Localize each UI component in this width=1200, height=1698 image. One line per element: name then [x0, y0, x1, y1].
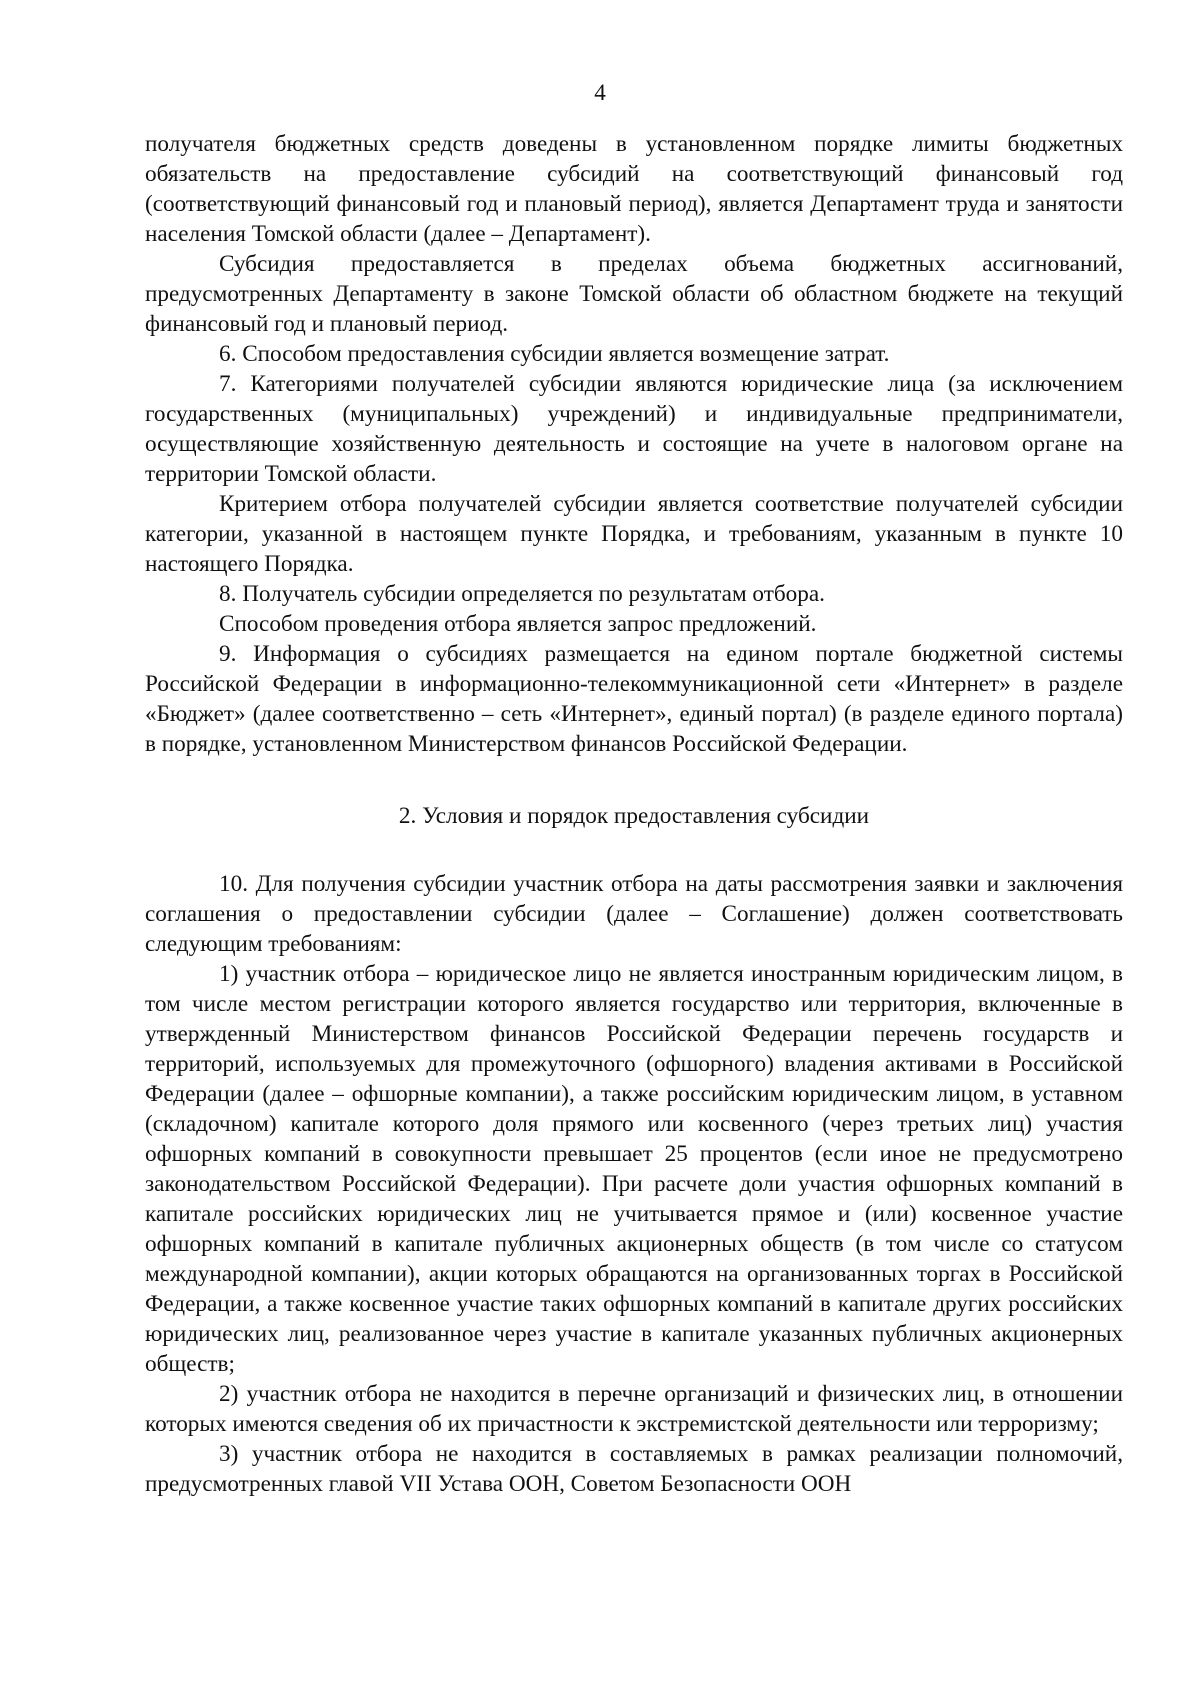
- paragraph-item-9: 9. Информация о субсидиях размещается на едином портале бюджетной системы Российской Федерации в информационно-телекоммуникационной сети «Интернет» в разделе «Бюджет» (далее соответственно – сеть «Интернет», единый портал) (в разделе единого портала) в порядке, установленном Министерством финансов Российской Федерации.: [145, 641, 1123, 757]
- paragraph-item-10: 10. Для получения субсидии участник отбора на даты рассмотрения заявки и заключения соглашения о предоставлении субсидии (далее – Соглашение) должен соответствовать следующим требованиям:: [145, 871, 1123, 957]
- paragraph-requirement-1: 1) участник отбора – юридическое лицо не является иностранным юридическим лицом, в том числе местом регистрации которого является государство или территория, включенные в утвержденный Министерством финансов Российской Федерации перечень государств и территорий, используемых для промежуточного (офшорного) владения активами в Российской Федерации (далее – офшорные компании), а также российским юридическим лицом, в уставном (складочном) капитале которого доля прямого или косвенного (через третьих лиц) участия офшорных компаний в совокупности превышает 25 процентов (если иное не предусмотрено законодательством Российской Федерации). При расчете доли участия офшорных компаний в капитале российских юридических лиц не учитывается прямое и (или) косвенное участие офшорных компаний в капитале публичных акционерных обществ (в том числе со статусом международной компании), акции которых обращаются на организованных торгах в Российской Федерации, а также косвенное участие таких офшорных компаний в капитале других российских юридических лиц, реализованное через участие в капитале указанных публичных акционерных обществ;: [145, 961, 1123, 1377]
- paragraph-item-6: 6. Способом предоставления субсидии является возмещение затрат.: [219, 341, 890, 367]
- paragraph-subsidy-limits: Субсидия предоставляется в пределах объема бюджетных ассигнований, предусмотренных Департаменту в законе Томской области об областном бюджете на текущий финансовый год и плановый период.: [145, 251, 1123, 337]
- paragraph-requirement-3: 3) участник отбора не находится в составляемых в рамках реализации полномочий, предусмотренных главой VII Устава ООН, Советом Безопасности ООН: [145, 1441, 1123, 1497]
- paragraph-requirement-2: 2) участник отбора не находится в перечне организаций и физических лиц, в отношении которых имеются сведения об их причастности к экстремистской деятельности или терроризму;: [145, 1381, 1123, 1437]
- paragraph-selection-criterion: Критерием отбора получателей субсидии является соответствие получателей субсидии категории, указанной в настоящем пункте Порядка, и требованиям, указанным в пункте 10 настоящего Порядка.: [145, 491, 1123, 577]
- paragraph-selection-method: Способом проведения отбора является запрос предложений.: [219, 611, 817, 637]
- page-number: 4: [594, 80, 606, 106]
- paragraph-item-8: 8. Получатель субсидии определяется по результатам отбора.: [219, 581, 825, 607]
- paragraph-recipient-department: получателя бюджетных средств доведены в установленном порядке лимиты бюджетных обязательств на предоставление субсидий на соответствующий финансовый год (соответствующий финансовый год и плановый период), является Департамент труда и занятости населения Томской области (далее – Департамент).: [145, 131, 1123, 247]
- section-heading: 2. Условия и порядок предоставления субсидии: [398, 803, 870, 829]
- document-body: [145, 129, 1123, 1499]
- paragraph-item-7: 7. Категориями получателей субсидии являются юридические лица (за исключением государственных (муниципальных) учреждений) и индивидуальные предприниматели, осуществляющие хозяйственную деятельность и состоящие на учете в налоговом органе на территории Томской области.: [145, 371, 1123, 487]
